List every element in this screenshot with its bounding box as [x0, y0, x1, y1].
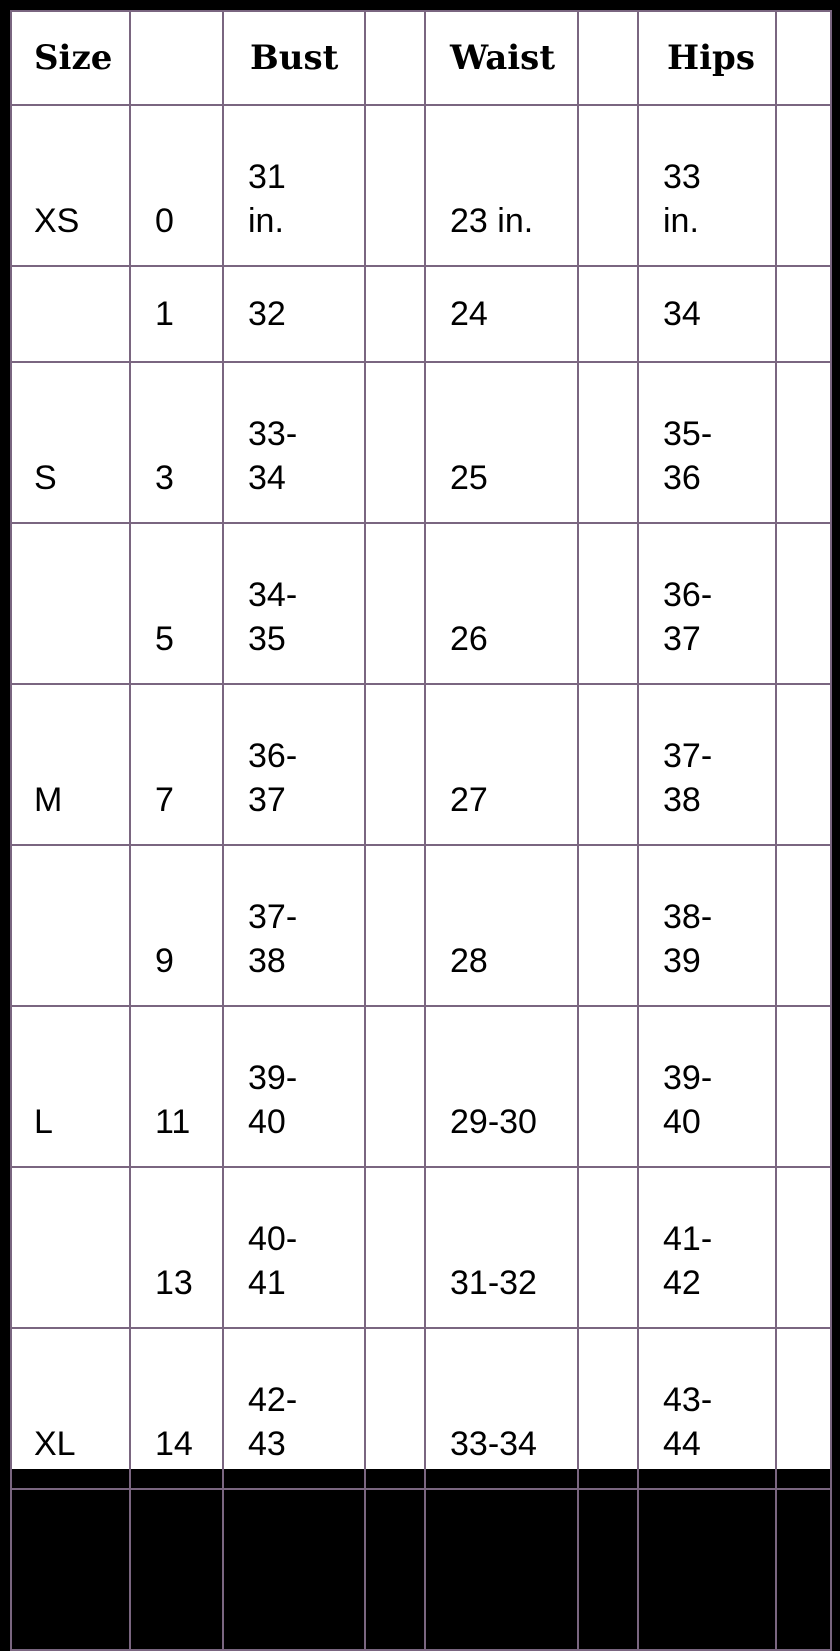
bust-value: 36-37 — [248, 737, 298, 819]
number-cell: 9 — [130, 845, 223, 1006]
table-row — [11, 362, 831, 523]
hips-cell — [638, 105, 776, 266]
hips-cell — [638, 1328, 776, 1489]
waist-cell: 28 — [425, 845, 578, 1006]
empty-cell — [776, 1328, 831, 1489]
size-chart-frame — [10, 10, 830, 1624]
hips-value: 37-38 — [663, 737, 713, 819]
table-row — [11, 684, 831, 845]
number-cell: 7 — [130, 684, 223, 845]
empty-cell — [365, 266, 425, 362]
waist-cell: 26 — [425, 523, 578, 684]
bust-cell — [223, 362, 365, 523]
hips-cell — [638, 684, 776, 845]
header-row — [11, 11, 831, 105]
number-cell: 11 — [130, 1006, 223, 1167]
empty-cell — [365, 684, 425, 845]
hips-value: 38-39 — [663, 898, 713, 980]
size-cell: L — [11, 1006, 130, 1167]
hips-cell — [638, 1489, 776, 1650]
table-row — [11, 1006, 831, 1167]
table-row — [11, 845, 831, 1006]
bust-cell — [223, 845, 365, 1006]
waist-cell: 25 — [425, 362, 578, 523]
bust-value: 42-43 — [248, 1381, 298, 1463]
empty-cell — [776, 684, 831, 845]
bust-value: 32 — [248, 295, 286, 333]
bust-value: 40-41 — [248, 1220, 298, 1302]
hips-value: 33 in. — [663, 158, 701, 240]
hips-cell — [638, 1167, 776, 1328]
header-hips-extra — [776, 11, 831, 105]
waist-cell: 29-30 — [425, 1006, 578, 1167]
hips-cell — [638, 845, 776, 1006]
bust-value: 31 in. — [248, 158, 286, 240]
empty-cell — [776, 266, 831, 362]
size-cell — [11, 845, 130, 1006]
bust-cell — [223, 1006, 365, 1167]
empty-cell — [776, 1167, 831, 1328]
hips-value: 41-42 — [663, 1220, 713, 1302]
number-cell: 5 — [130, 523, 223, 684]
bust-value: 33-34 — [248, 415, 298, 497]
waist-cell: 27 — [425, 684, 578, 845]
bust-cell — [223, 684, 365, 845]
bust-value: 37-38 — [248, 898, 298, 980]
empty-cell — [578, 362, 638, 523]
waist-cell: 24 — [425, 266, 578, 362]
size-cell — [11, 1489, 130, 1650]
hips-cell — [638, 523, 776, 684]
empty-cell — [578, 266, 638, 362]
bust-cell — [223, 1489, 365, 1650]
empty-cell — [578, 684, 638, 845]
table-row — [11, 523, 831, 684]
waist-cell: 33-34 — [425, 1328, 578, 1489]
hips-value: 43-44 — [663, 1381, 713, 1463]
bust-value: 43-44 — [248, 1542, 298, 1624]
size-cell — [11, 266, 130, 362]
empty-cell — [776, 1006, 831, 1167]
empty-cell — [578, 1328, 638, 1489]
empty-cell — [776, 845, 831, 1006]
waist-cell: 35-36 — [425, 1489, 578, 1650]
empty-cell — [578, 105, 638, 266]
empty-cell — [365, 1167, 425, 1328]
size-cell — [11, 1167, 130, 1328]
number-cell: 16 — [130, 1489, 223, 1650]
empty-cell — [365, 1328, 425, 1489]
bust-cell — [223, 105, 365, 266]
empty-cell — [365, 1006, 425, 1167]
hips-cell — [638, 362, 776, 523]
header-hips: Hips — [638, 11, 776, 105]
number-cell: 0 — [130, 105, 223, 266]
empty-cell — [365, 523, 425, 684]
number-cell: 3 — [130, 362, 223, 523]
bust-cell — [223, 266, 365, 362]
empty-cell — [365, 845, 425, 1006]
table-row — [11, 1167, 831, 1328]
header-number — [130, 11, 223, 105]
hips-value: 34 — [663, 295, 701, 333]
hips-cell — [638, 1006, 776, 1167]
table-row — [11, 266, 831, 362]
header-size: Size — [11, 11, 130, 105]
empty-cell — [365, 362, 425, 523]
bust-cell — [223, 1328, 365, 1489]
table-row — [11, 1328, 831, 1489]
size-cell: XL — [11, 1328, 130, 1489]
number-cell: 1 — [130, 266, 223, 362]
empty-cell — [776, 105, 831, 266]
number-cell: 13 — [130, 1167, 223, 1328]
hips-value: 39-40 — [663, 1059, 713, 1141]
empty-cell — [365, 1489, 425, 1650]
header-bust-extra — [365, 11, 425, 105]
table-row — [11, 1489, 831, 1650]
empty-cell — [578, 1489, 638, 1650]
header-waist-extra — [578, 11, 638, 105]
bust-cell — [223, 1167, 365, 1328]
size-cell: XS — [11, 105, 130, 266]
waist-cell: 23 in. — [425, 105, 578, 266]
table-row — [11, 105, 831, 266]
waist-cell: 31-32 — [425, 1167, 578, 1328]
size-cell: M — [11, 684, 130, 845]
number-cell: 14 — [130, 1328, 223, 1489]
empty-cell — [578, 1167, 638, 1328]
bust-cell — [223, 523, 365, 684]
empty-cell — [578, 845, 638, 1006]
empty-cell — [776, 362, 831, 523]
empty-cell — [578, 523, 638, 684]
hips-value: 35-36 — [663, 415, 713, 497]
size-cell: S — [11, 362, 130, 523]
empty-cell — [365, 105, 425, 266]
bust-value: 34-35 — [248, 576, 298, 658]
header-bust: Bust — [223, 11, 365, 105]
header-waist: Waist — [425, 11, 578, 105]
hips-value: 44-45 — [663, 1542, 713, 1624]
bust-value: 39-40 — [248, 1059, 298, 1141]
size-chart-table — [10, 10, 832, 1651]
hips-value: 36-37 — [663, 576, 713, 658]
empty-cell — [578, 1006, 638, 1167]
empty-cell — [776, 523, 831, 684]
empty-cell — [776, 1489, 831, 1650]
hips-cell — [638, 266, 776, 362]
size-cell — [11, 523, 130, 684]
